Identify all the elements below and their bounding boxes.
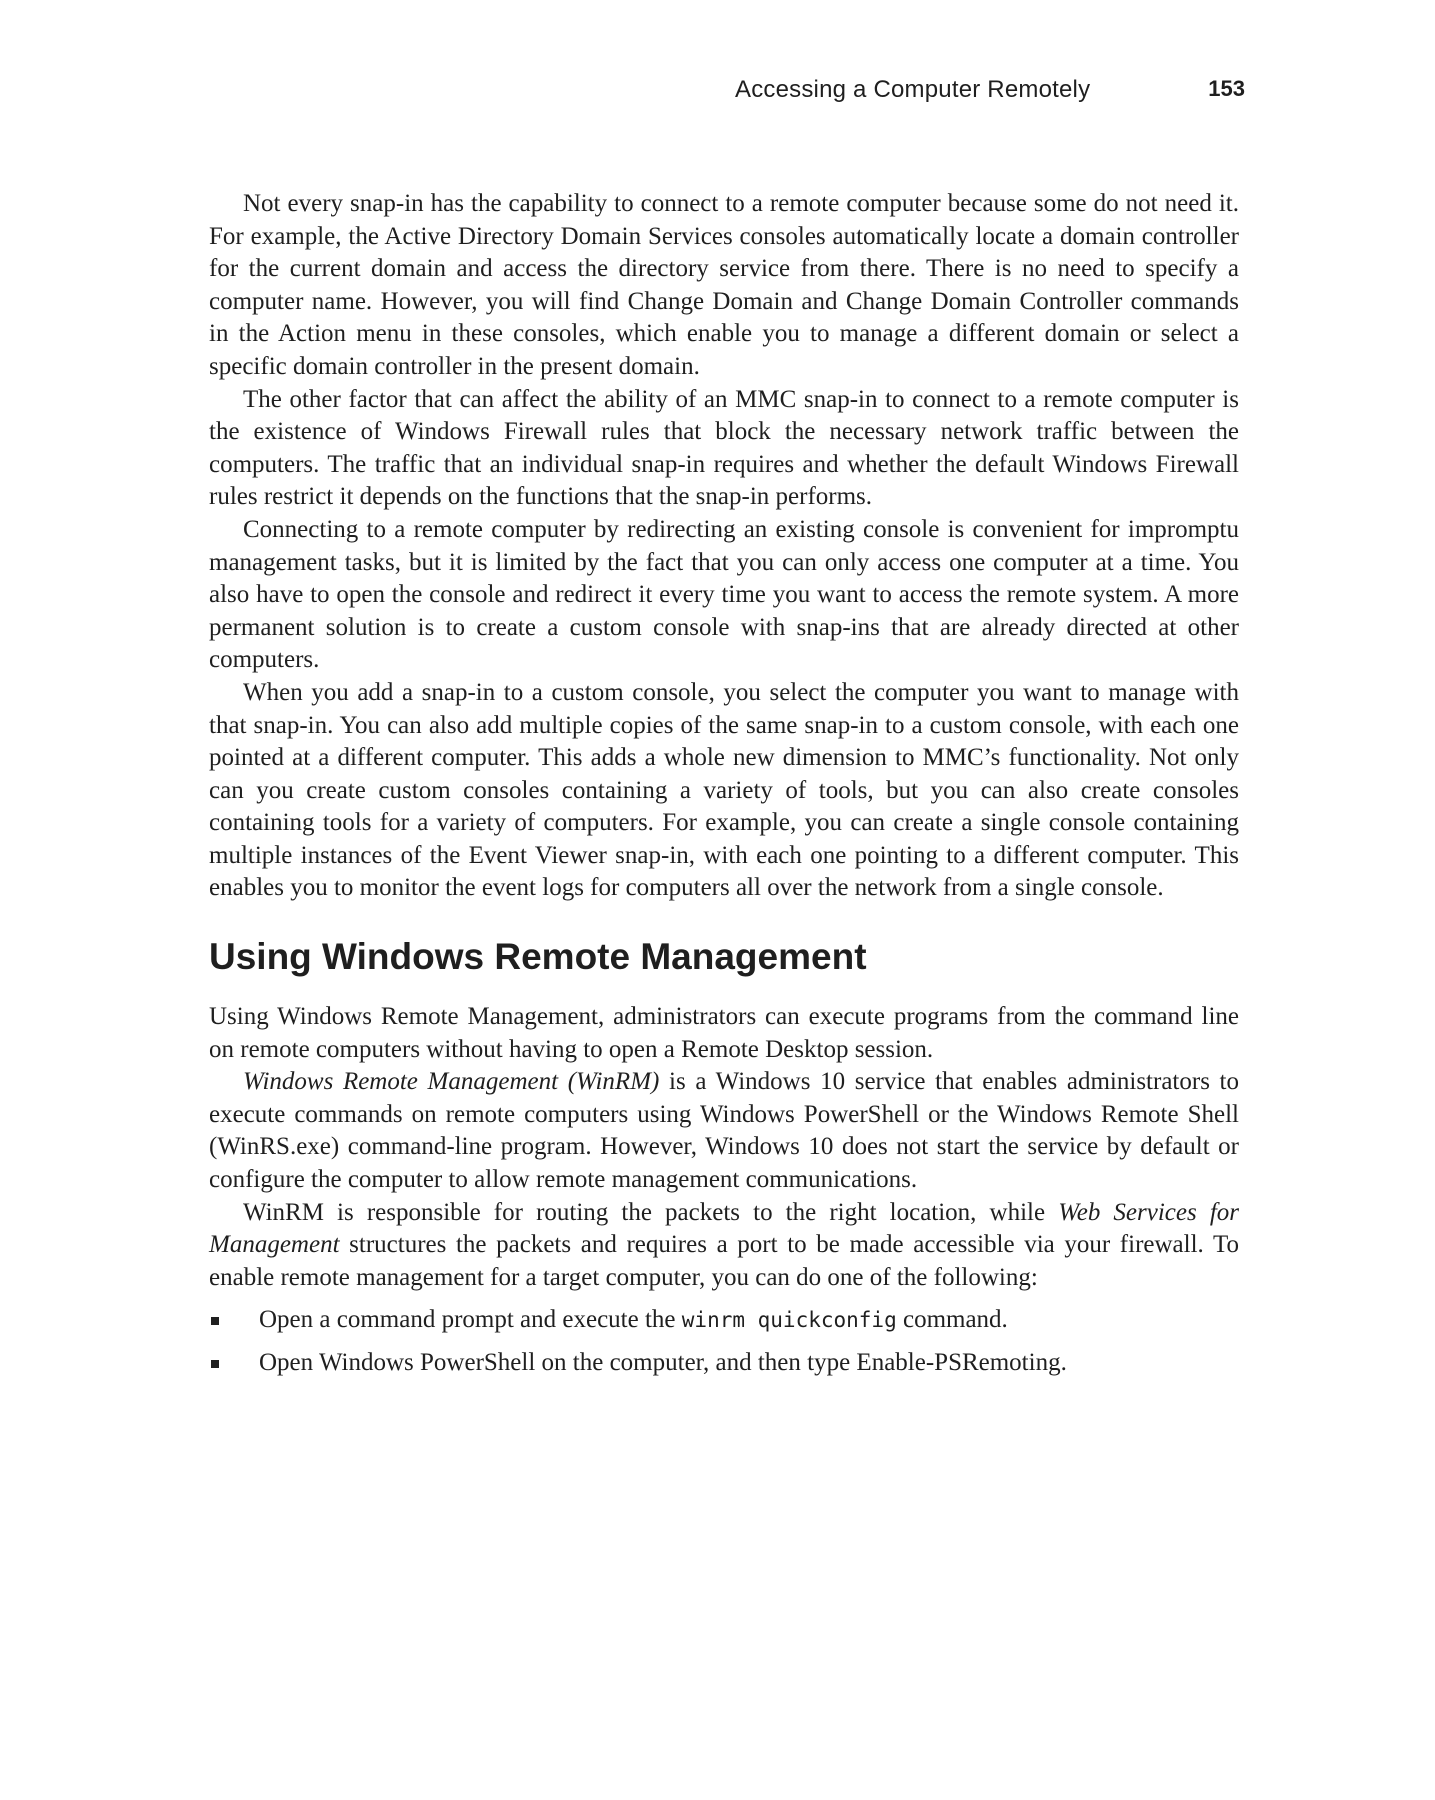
- body-paragraph: Using Windows Remote Management, administrators can execute programs from the command line on remote computers without having to open a Remote Desktop session.: [209, 1003, 1239, 1063]
- body-paragraph: Not every snap-in has the capability to connect to a remote computer because some do not need it. For example, the Active Directory Domain Services consoles automatically locate a domain controller for the current domain and access the directory service from there. There is no need to specify a computer name. However, you will find Change Domain and Change Domain Controller commands in the Action menu in these consoles, which enable you to manage a different domain or select a specific domain controller in the present domain.: [209, 190, 1239, 380]
- paragraph-text: WinRM is responsible for routing the packets to the right location, while: [243, 1198, 1059, 1226]
- term-italic: Windows Remote Management (WinRM): [243, 1068, 660, 1096]
- page-body: [209, 188, 1239, 1390]
- inline-code: winrm quickconfig: [681, 1308, 897, 1333]
- paragraph-text: structures the packets and requires a port to be made accessible via your firewall. To enable remote management for a target computer, you can do one of the following:: [209, 1231, 1239, 1291]
- list-item-text: Open Windows PowerShell on the computer, and then type Enable-PSRemoting.: [259, 1349, 1067, 1376]
- paragraph-text: is a Windows 10 service that enables administrators to execute commands on remote computers using Windows PowerShell or the Windows Remote Shell (WinRS.exe) command-line program. However, Windows 10 does not start the service by default or configure the computer to allow remote management communications.: [209, 1068, 1240, 1194]
- list-item: [209, 1304, 1239, 1337]
- bullet-icon: [211, 1360, 219, 1368]
- body-paragraph: [209, 1066, 1239, 1196]
- bullet-icon: [211, 1317, 219, 1325]
- list-item-text: command.: [896, 1306, 1008, 1334]
- list-item: [209, 1347, 1239, 1380]
- page-header: [735, 76, 1245, 108]
- body-paragraph: When you add a snap-in to a custom console, you select the computer you want to manage with that snap-in. You can also add multiple copies of the same snap-in to a custom console, with each one pointed at a different computer. This adds a whole new dimension to MMC’s functionality. Not only can you create custom consoles containing a variety of tools, but you can also create consoles containing tools for a variety of computers. For example, you can create a single console containing multiple instances of the Event Viewer snap-in, with each one pointing to a different computer. This enables you to monitor the event logs for computers all over the network from a single console.: [209, 678, 1239, 902]
- section-heading: Using Windows Remote Management: [209, 936, 867, 978]
- list-item-text: Open a command prompt and execute the: [259, 1306, 682, 1334]
- body-paragraph: The other factor that can affect the ability of an MMC snap-in to connect to a remote computer is the existence of Windows Firewall rules that block the necessary network traffic between the computers. The traffic that an individual snap-in requires and whether the default Windows Firewall rules restrict it depends on the functions that the snap-in performs.: [209, 385, 1239, 511]
- body-paragraph: [209, 1197, 1239, 1295]
- body-paragraph: Connecting to a remote computer by redirecting an existing console is convenient for impromptu management tasks, but it is limited by the fact that you can only access one computer at a time. You also have to open the console and redirect it every time you want to access the remote system. A more permanent solution is to create a custom console with snap-ins that are already directed at other computers.: [209, 515, 1239, 674]
- running-head: Accessing a Computer Remotely: [735, 76, 1091, 103]
- bullet-list: [209, 1304, 1239, 1379]
- page-number: 153: [1208, 76, 1245, 101]
- term-italic: Web Services for Management: [209, 1198, 1239, 1259]
